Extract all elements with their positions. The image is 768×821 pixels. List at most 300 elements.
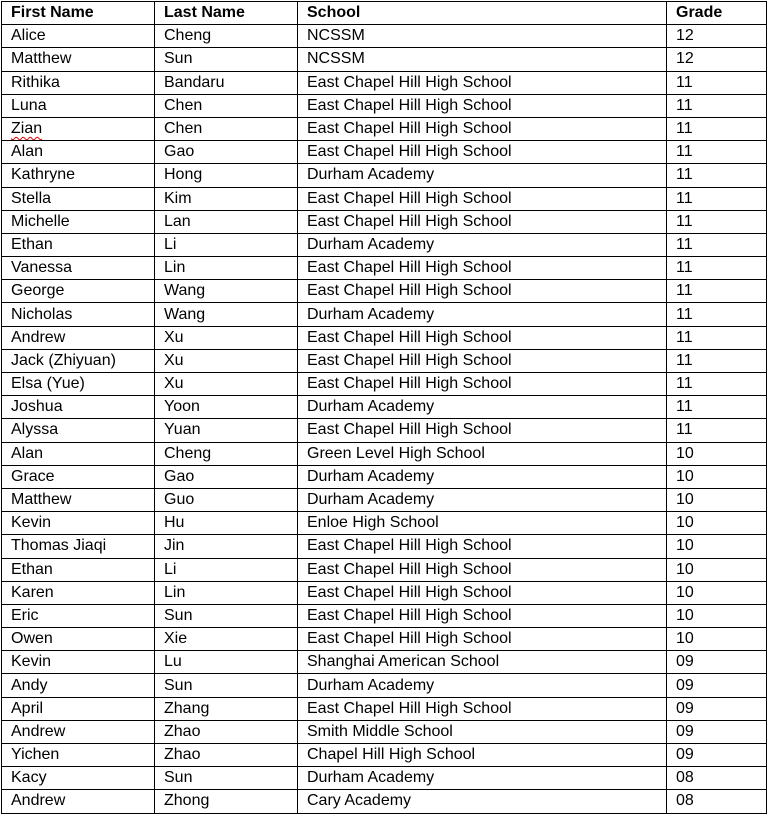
table-row [2, 744, 767, 767]
school-cell [298, 535, 667, 558]
first-name-cell [2, 349, 155, 372]
cell-text: Cheng [164, 27, 212, 45]
first-name-cell [2, 117, 155, 140]
last-name-cell [155, 396, 298, 419]
cell-text: Kathryne [11, 166, 76, 184]
cell-text: 09 [676, 699, 694, 717]
school-cell [298, 465, 667, 488]
cell-text: 11 [676, 235, 693, 253]
header-row [2, 2, 767, 25]
cell-text: Li [164, 235, 177, 253]
cell-text: Alice [11, 27, 46, 45]
cell-text: Guo [164, 491, 195, 509]
cell-text: East Chapel Hill High School [307, 96, 512, 114]
table-row [2, 628, 767, 651]
cell-text: 10 [676, 630, 694, 648]
school-cell [298, 512, 667, 535]
cell-text: Gao [164, 143, 195, 161]
school-cell [298, 141, 667, 164]
cell-text: Chen [164, 96, 203, 114]
cell-text: Wang [164, 282, 206, 300]
table-row [2, 790, 767, 813]
cell-text: East Chapel Hill High School [307, 143, 512, 161]
last-name-cell [155, 535, 298, 558]
school-cell [298, 790, 667, 813]
table-row [2, 233, 767, 256]
last-name-cell [155, 604, 298, 627]
school-cell [298, 604, 667, 627]
table-row [2, 442, 767, 465]
school-cell [298, 767, 667, 790]
grade-cell [667, 164, 767, 187]
table-row [2, 581, 767, 604]
table-row [2, 71, 767, 94]
cell-text: Lin [164, 583, 186, 601]
table-row [2, 651, 767, 674]
grade-cell [667, 488, 767, 511]
first-name-cell [2, 187, 155, 210]
cell-text: 11 [676, 351, 693, 369]
cell-text: Smith Middle School [307, 722, 453, 740]
last-name-cell [155, 419, 298, 442]
first-name-cell [2, 48, 155, 71]
cell-text: Ethan [11, 235, 53, 253]
cell-text: Li [164, 560, 177, 578]
grade-cell [667, 697, 767, 720]
table-row [2, 257, 767, 280]
last-name-cell [155, 187, 298, 210]
last-name-cell [155, 117, 298, 140]
cell-text: East Chapel Hill High School [307, 189, 512, 207]
school-cell [298, 48, 667, 71]
grade-cell [667, 94, 767, 117]
grade-cell [667, 25, 767, 48]
school-cell [298, 674, 667, 697]
cell-text: Zhao [164, 722, 201, 740]
school-cell [298, 488, 667, 511]
cell-text: Ethan [11, 560, 53, 578]
cell-text: Yuan [164, 421, 201, 439]
cell-text: 10 [676, 514, 694, 532]
cell-text: Zian [11, 120, 43, 138]
cell-text: NCSSM [307, 50, 365, 68]
cell-text: East Chapel Hill High School [307, 328, 512, 346]
grade-cell [667, 233, 767, 256]
first-name-cell [2, 512, 155, 535]
cell-text: Stella [11, 189, 52, 207]
cell-text: 10 [676, 467, 694, 485]
grade-cell [667, 628, 767, 651]
cell-text: Rithika [11, 73, 60, 91]
student-roster-table [1, 1, 767, 814]
last-name-cell [155, 280, 298, 303]
table-row [2, 512, 767, 535]
grade-cell [667, 303, 767, 326]
school-cell [298, 720, 667, 743]
cell-text: Zhong [164, 792, 210, 810]
school-cell [298, 697, 667, 720]
grade-cell [667, 349, 767, 372]
cell-text: East Chapel Hill High School [307, 73, 512, 91]
school-cell [298, 94, 667, 117]
cell-text: Michelle [11, 212, 70, 230]
cell-text: Karen [11, 583, 54, 601]
cell-text: East Chapel Hill High School [307, 606, 512, 624]
table-row [2, 674, 767, 697]
cell-text: Alan [11, 143, 44, 161]
cell-text: Yichen [11, 746, 60, 764]
last-name-cell [155, 373, 298, 396]
cell-text: Alyssa [11, 421, 59, 439]
grade-cell [667, 117, 767, 140]
cell-text: Kevin [11, 653, 52, 671]
cell-text: East Chapel Hill High School [307, 699, 512, 717]
cell-text: Kevin [11, 514, 52, 532]
first-name-cell [2, 25, 155, 48]
cell-text: Thomas Jiaqi [11, 537, 107, 555]
cell-text: 10 [676, 537, 694, 555]
first-name-cell [2, 651, 155, 674]
first-name-cell [2, 790, 155, 813]
cell-text: 11 [676, 305, 693, 323]
last-name-cell [155, 767, 298, 790]
table-row [2, 141, 767, 164]
last-name-cell [155, 71, 298, 94]
table-row [2, 558, 767, 581]
cell-text: Yoon [164, 398, 200, 416]
last-name-cell [155, 628, 298, 651]
cell-text: Hu [164, 514, 185, 532]
table-row [2, 465, 767, 488]
cell-text: East Chapel Hill High School [307, 259, 512, 277]
first-name-cell [2, 280, 155, 303]
cell-text: Owen [11, 630, 53, 648]
school-cell [298, 25, 667, 48]
last-name-cell [155, 25, 298, 48]
cell-text: Jack (Zhiyuan) [11, 351, 116, 369]
table-row [2, 419, 767, 442]
first-name-cell [2, 396, 155, 419]
cell-text: Durham Academy [307, 305, 435, 323]
first-name-cell [2, 233, 155, 256]
cell-text: Jin [164, 537, 185, 555]
cell-text: East Chapel Hill High School [307, 282, 512, 300]
school-cell [298, 71, 667, 94]
cell-text: Chapel Hill High School [307, 746, 476, 764]
school-cell [298, 651, 667, 674]
cell-text: Joshua [11, 398, 63, 416]
cell-text: Cary Academy [307, 792, 412, 810]
last-name-cell [155, 720, 298, 743]
cell-text: Wang [164, 305, 206, 323]
cell-text: 10 [676, 444, 694, 462]
table-row [2, 697, 767, 720]
cell-text: Cheng [164, 444, 212, 462]
cell-text: Andrew [11, 792, 66, 810]
cell-text: 09 [676, 722, 694, 740]
header-first-name: First Name [2, 2, 155, 25]
school-cell [298, 628, 667, 651]
cell-text: East Chapel Hill High School [307, 375, 512, 393]
last-name-cell [155, 697, 298, 720]
grade-cell [667, 280, 767, 303]
cell-text: Lu [164, 653, 182, 671]
cell-text: Sun [164, 606, 193, 624]
table-row [2, 720, 767, 743]
cell-text: 11 [676, 96, 693, 114]
cell-text: Shanghai American School [307, 653, 500, 671]
cell-text: Durham Academy [307, 467, 435, 485]
cell-text: George [11, 282, 65, 300]
table-row [2, 396, 767, 419]
table-row [2, 488, 767, 511]
first-name-cell [2, 558, 155, 581]
cell-text: Zhao [164, 746, 201, 764]
cell-text: Durham Academy [307, 491, 435, 509]
header-school: School [298, 2, 667, 25]
last-name-cell [155, 674, 298, 697]
table-row [2, 303, 767, 326]
cell-text: 09 [676, 653, 694, 671]
cell-text: 10 [676, 606, 694, 624]
first-name-cell [2, 71, 155, 94]
first-name-cell [2, 326, 155, 349]
last-name-cell [155, 48, 298, 71]
cell-text: Durham Academy [307, 398, 435, 416]
first-name-cell [2, 257, 155, 280]
school-cell [298, 419, 667, 442]
last-name-cell [155, 233, 298, 256]
school-cell [298, 396, 667, 419]
cell-text: Matthew [11, 50, 72, 68]
grade-cell [667, 257, 767, 280]
first-name-cell [2, 419, 155, 442]
grade-cell [667, 604, 767, 627]
grade-cell [667, 442, 767, 465]
header-last-name: Last Name [155, 2, 298, 25]
grade-cell [667, 48, 767, 71]
school-cell [298, 558, 667, 581]
grade-cell [667, 141, 767, 164]
last-name-cell [155, 465, 298, 488]
cell-text: 08 [676, 792, 694, 810]
last-name-cell [155, 558, 298, 581]
last-name-cell [155, 790, 298, 813]
cell-text: 11 [676, 398, 693, 416]
cell-text: Luna [11, 96, 47, 114]
grade-cell [667, 326, 767, 349]
cell-text: 10 [676, 560, 694, 578]
last-name-cell [155, 512, 298, 535]
cell-text: 08 [676, 769, 694, 787]
school-cell [298, 744, 667, 767]
last-name-cell [155, 581, 298, 604]
first-name-cell [2, 744, 155, 767]
cell-text: Gao [164, 467, 195, 485]
cell-text: East Chapel Hill High School [307, 583, 512, 601]
first-name-cell [2, 442, 155, 465]
cell-text: Xie [164, 630, 188, 648]
cell-text: Bandaru [164, 73, 225, 91]
cell-text: Durham Academy [307, 235, 435, 253]
school-cell [298, 303, 667, 326]
cell-text: Xu [164, 351, 184, 369]
last-name-cell [155, 164, 298, 187]
cell-text: 12 [676, 50, 694, 68]
first-name-cell [2, 141, 155, 164]
table-row [2, 210, 767, 233]
cell-text: Green Level High School [307, 444, 485, 462]
school-cell [298, 233, 667, 256]
cell-text: East Chapel Hill High School [307, 212, 512, 230]
cell-text: Sun [164, 50, 193, 68]
grade-cell [667, 512, 767, 535]
grade-cell [667, 210, 767, 233]
cell-text: Sun [164, 676, 193, 694]
cell-text: Lan [164, 212, 191, 230]
school-cell [298, 373, 667, 396]
cell-text: 11 [676, 189, 693, 207]
last-name-cell [155, 326, 298, 349]
table-row [2, 280, 767, 303]
table-row [2, 604, 767, 627]
grade-cell [667, 419, 767, 442]
grade-cell [667, 744, 767, 767]
first-name-cell [2, 373, 155, 396]
last-name-cell [155, 488, 298, 511]
table-row [2, 349, 767, 372]
cell-text: Alan [11, 444, 44, 462]
first-name-cell [2, 697, 155, 720]
grade-cell [667, 187, 767, 210]
cell-text: East Chapel Hill High School [307, 351, 512, 369]
cell-text: Andrew [11, 328, 66, 346]
first-name-cell [2, 581, 155, 604]
grade-cell [667, 396, 767, 419]
cell-text: Enloe High School [307, 514, 439, 532]
grade-cell [667, 581, 767, 604]
table-row [2, 187, 767, 210]
cell-text: Nicholas [11, 305, 73, 323]
last-name-cell [155, 651, 298, 674]
table-row [2, 326, 767, 349]
first-name-cell [2, 767, 155, 790]
cell-text: Kim [164, 189, 192, 207]
cell-text: 11 [676, 166, 693, 184]
first-name-cell [2, 628, 155, 651]
school-cell [298, 349, 667, 372]
cell-text: Vanessa [11, 259, 73, 277]
grade-cell [667, 651, 767, 674]
cell-text: Durham Academy [307, 769, 435, 787]
cell-text: East Chapel Hill High School [307, 630, 512, 648]
school-cell [298, 280, 667, 303]
first-name-cell [2, 164, 155, 187]
cell-text: Andy [11, 676, 48, 694]
cell-text: 12 [676, 27, 694, 45]
school-cell [298, 326, 667, 349]
cell-text: 11 [676, 259, 693, 277]
cell-text: Sun [164, 769, 193, 787]
school-cell [298, 442, 667, 465]
cell-text: 11 [676, 328, 693, 346]
grade-cell [667, 71, 767, 94]
last-name-cell [155, 349, 298, 372]
grade-cell [667, 558, 767, 581]
grade-cell [667, 790, 767, 813]
cell-text: Kacy [11, 769, 47, 787]
cell-text: 11 [676, 212, 693, 230]
table-row [2, 25, 767, 48]
cell-text: Xu [164, 328, 184, 346]
table-row [2, 535, 767, 558]
first-name-cell [2, 465, 155, 488]
school-cell [298, 187, 667, 210]
last-name-cell [155, 210, 298, 233]
last-name-cell [155, 257, 298, 280]
grade-cell [667, 720, 767, 743]
cell-text: 11 [676, 143, 693, 161]
table-row [2, 117, 767, 140]
grade-cell [667, 767, 767, 790]
header-grade: Grade [667, 2, 767, 25]
first-name-cell [2, 94, 155, 117]
table-row [2, 767, 767, 790]
cell-text: East Chapel Hill High School [307, 560, 512, 578]
cell-text: 10 [676, 491, 694, 509]
first-name-cell [2, 535, 155, 558]
table-row [2, 94, 767, 117]
grade-cell [667, 373, 767, 396]
last-name-cell [155, 94, 298, 117]
first-name-cell [2, 720, 155, 743]
table-body [2, 25, 767, 813]
cell-text: Hong [164, 166, 203, 184]
cell-text: Durham Academy [307, 166, 435, 184]
first-name-cell [2, 488, 155, 511]
cell-text: Durham Academy [307, 676, 435, 694]
cell-text: NCSSM [307, 27, 365, 45]
cell-text: Eric [11, 606, 39, 624]
cell-text: 09 [676, 676, 694, 694]
first-name-cell [2, 674, 155, 697]
school-cell [298, 257, 667, 280]
cell-text: Grace [11, 467, 55, 485]
cell-text: Chen [164, 120, 203, 138]
last-name-cell [155, 303, 298, 326]
table-row [2, 48, 767, 71]
last-name-cell [155, 141, 298, 164]
cell-text: 11 [676, 73, 693, 91]
school-cell [298, 164, 667, 187]
first-name-cell [2, 210, 155, 233]
cell-text: Zhang [164, 699, 210, 717]
cell-text: Elsa (Yue) [11, 375, 85, 393]
cell-text: 11 [676, 421, 693, 439]
cell-text: 11 [676, 375, 693, 393]
cell-text: 10 [676, 583, 694, 601]
cell-text: Matthew [11, 491, 72, 509]
cell-text: East Chapel Hill High School [307, 120, 512, 138]
cell-text: 11 [676, 120, 693, 138]
cell-text: Xu [164, 375, 184, 393]
grade-cell [667, 535, 767, 558]
cell-text: Andrew [11, 722, 66, 740]
last-name-cell [155, 744, 298, 767]
table-row [2, 164, 767, 187]
school-cell [298, 581, 667, 604]
cell-text: Lin [164, 259, 186, 277]
